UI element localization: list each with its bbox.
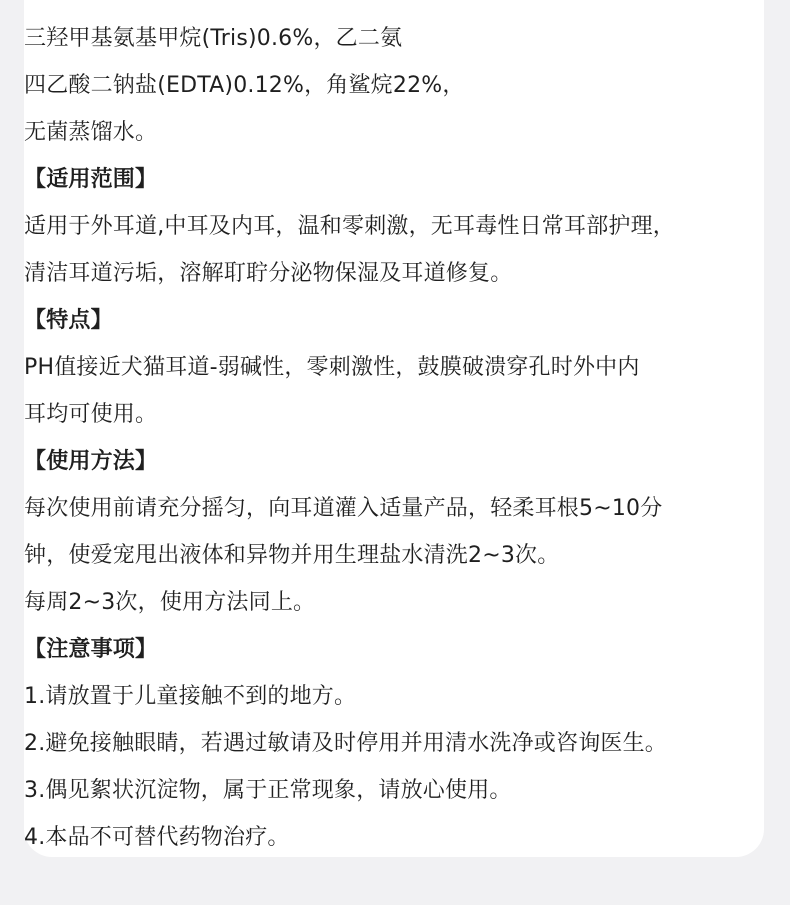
precaution-item: 2.避免接触眼睛，若遇过敏请及时停用并用清水洗净或咨询医生。 <box>24 731 667 756</box>
usage-scope-heading: 【适用范围】 <box>24 167 158 192</box>
features-line: 耳均可使用。 <box>24 402 158 427</box>
directions-line: 每周2~3次，使用方法同上。 <box>24 590 316 615</box>
product-description <box>24 15 784 861</box>
directions-heading: 【使用方法】 <box>24 449 158 474</box>
ingredients-line: 四乙酸二钠盐(EDTA)0.12%，角鲨烷22%， <box>24 73 465 98</box>
precautions-heading: 【注意事项】 <box>24 637 158 662</box>
directions-line: 每次使用前请充分摇匀，向耳道灌入适量产品，轻柔耳根5~10分 <box>24 496 663 521</box>
usage-scope-line: 清洁耳道污垢，溶解耵聍分泌物保湿及耳道修复。 <box>24 261 513 286</box>
usage-scope-line: 适用于外耳道,中耳及内耳，温和零刺激，无耳毒性日常耳部护理， <box>24 214 675 239</box>
ingredients-line: 无菌蒸馏水。 <box>24 120 158 145</box>
precaution-item: 3.偶见絮状沉淀物，属于正常现象，请放心使用。 <box>24 778 512 803</box>
precaution-item: 1.请放置于儿童接触不到的地方。 <box>24 684 357 709</box>
features-line: PH值接近犬猫耳道-弱碱性，零刺激性，鼓膜破溃穿孔时外中内 <box>24 355 640 380</box>
directions-line: 钟，使爱宠甩出液体和异物并用生理盐水清洗2~3次。 <box>24 543 560 568</box>
ingredients-line: 三羟甲基氨基甲烷(Tris)0.6%，乙二氨 <box>24 26 403 51</box>
precaution-item: 4.本品不可替代药物治疗。 <box>24 825 290 850</box>
features-heading: 【特点】 <box>24 308 113 333</box>
